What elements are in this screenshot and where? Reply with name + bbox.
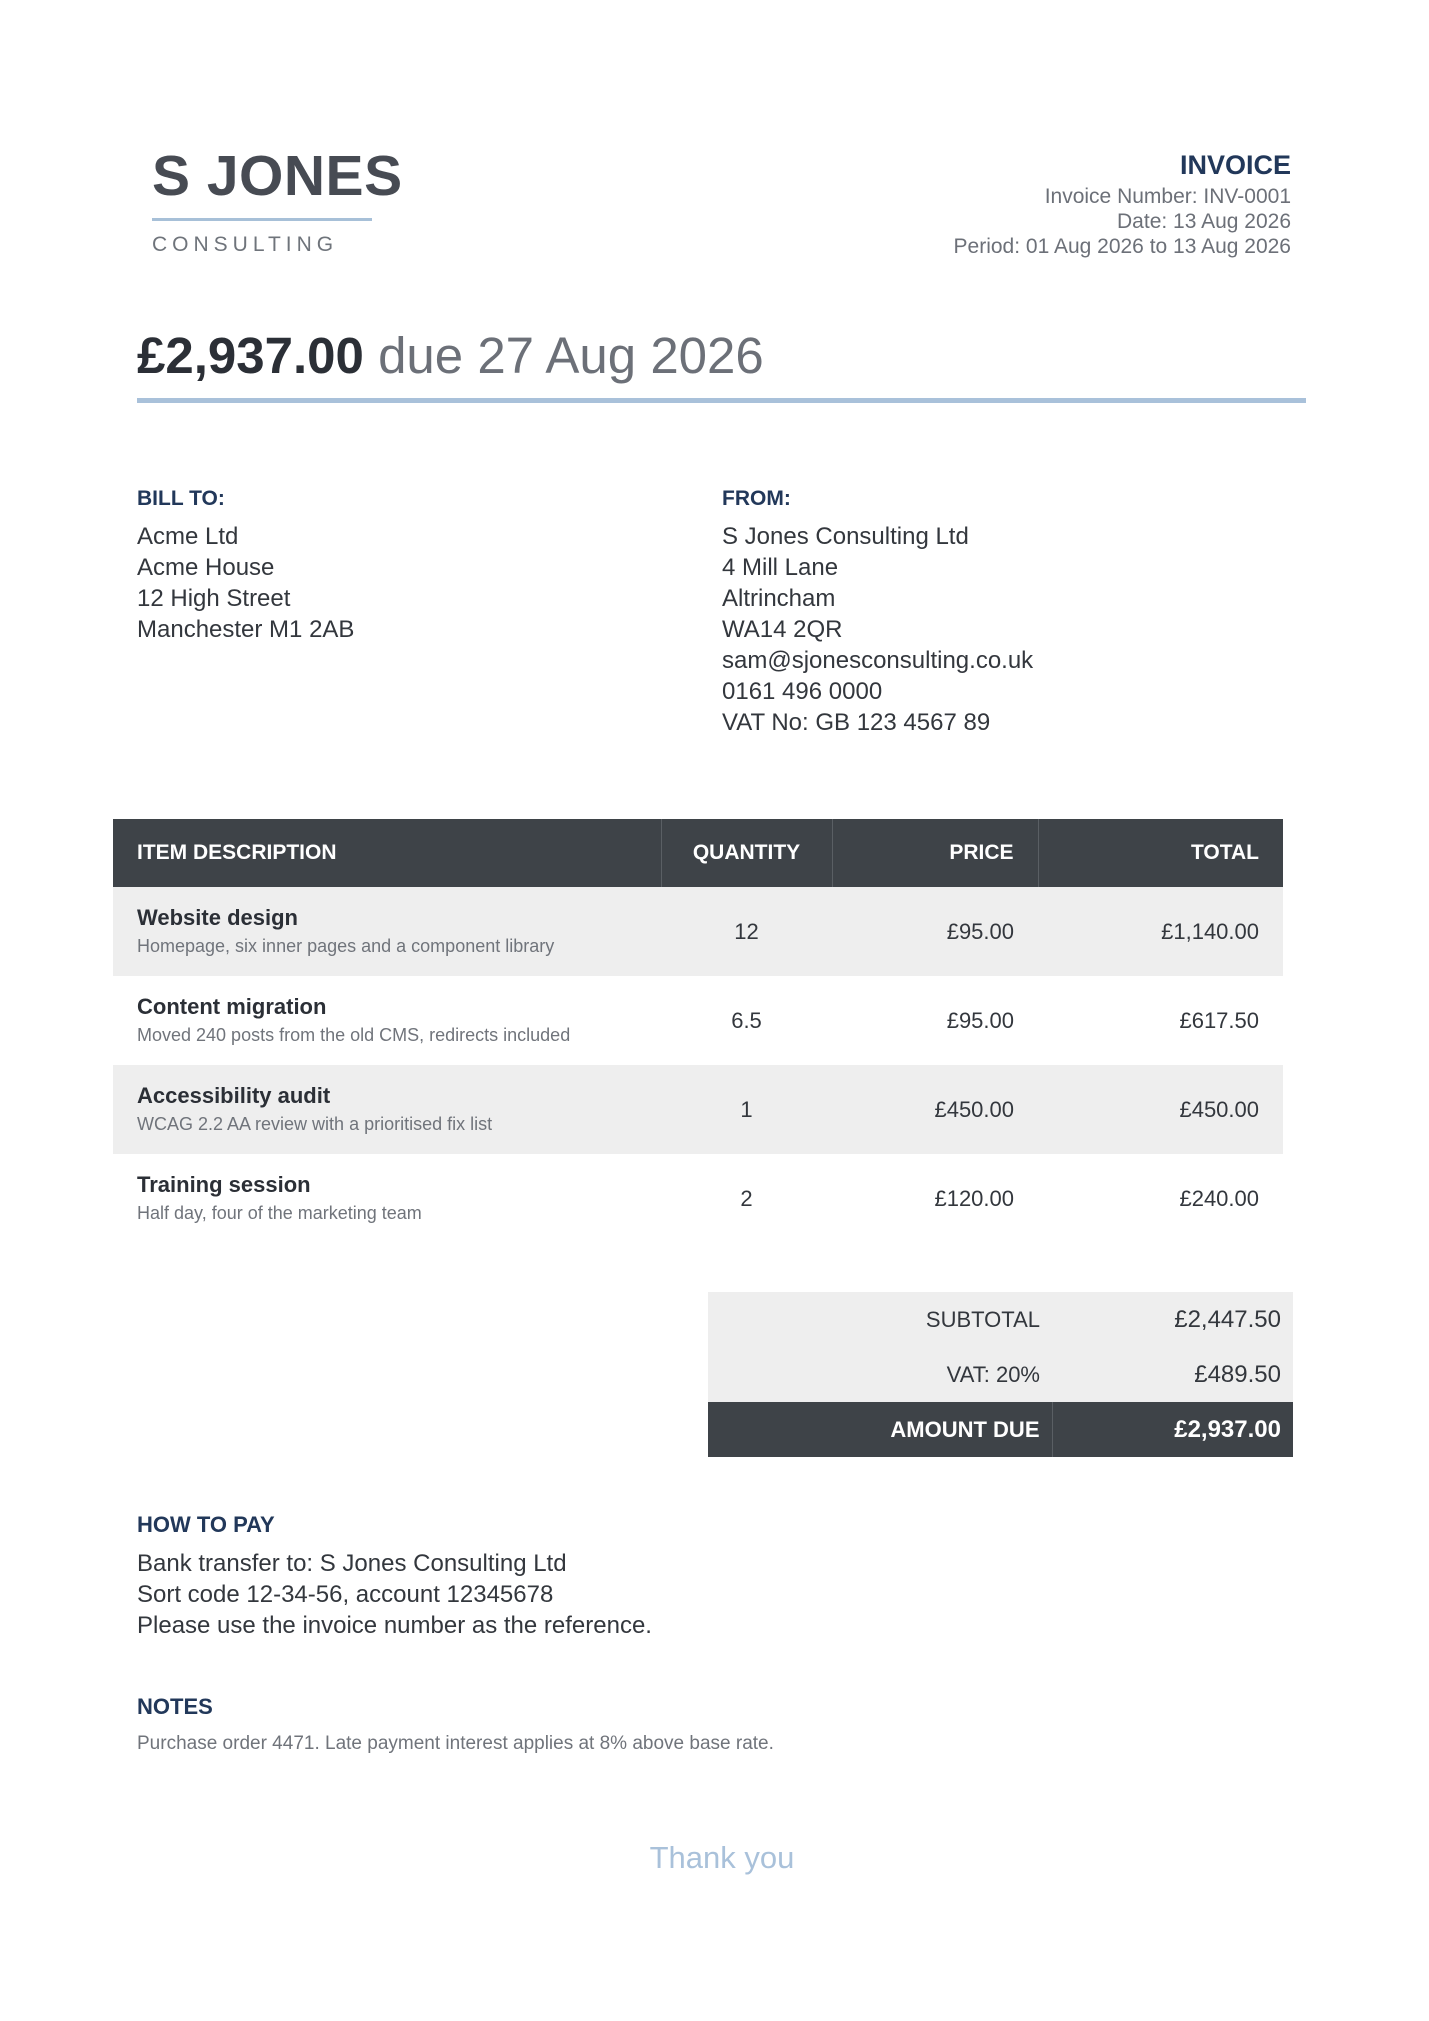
from-title: FROM: [722,487,791,510]
how-to-pay-title: HOW TO PAY [137,1512,275,1537]
payment-line: Sort code 12-34-56, account 12345678 [137,1581,554,1608]
notes-text: Purchase order 4471. Late payment interest applies at 8% above base rate. [137,1733,774,1754]
headline-divider [137,398,1306,403]
item-quantity: 1 [661,1065,832,1154]
thank-you-message: Thank you [649,1840,795,1875]
vat-row [708,1347,1293,1402]
column-header-price: PRICE [832,819,1038,887]
invoice-period: Period: 01 Aug 2026 to 13 Aug 2026 [953,235,1291,258]
invoice-title: INVOICE [1179,150,1291,180]
item-total: £240.00 [1179,1185,1259,1211]
bill-to-title: BILL TO: [137,487,225,510]
item-description-cell [113,976,661,1065]
items-table [113,819,1283,1243]
from-town: Altrincham [722,585,836,612]
from-street: 4 Mill Lane [722,554,839,581]
brand-logo-underline [152,218,372,221]
payment-line: Bank transfer to: S Jones Consulting Ltd [137,1550,567,1577]
item-name: Content migration [137,993,327,1019]
vat-label: VAT: 20% [708,1347,1052,1402]
item-total: £617.50 [1179,1007,1259,1033]
totals-table [708,1292,1293,1457]
table-row [113,976,1283,1065]
item-detail: Half day, four of the marketing team [137,1203,422,1223]
item-quantity: 12 [661,887,832,976]
items-table-header-row [113,819,1283,887]
brand-logo-name: S JONES [152,144,403,208]
from-postcode: WA14 2QR [722,616,843,643]
from-block [722,488,1242,738]
item-price: £120.00 [934,1185,1014,1211]
item-name: Website design [137,904,298,930]
bill-to-line: Acme Ltd [137,523,239,550]
subtotal-label: SUBTOTAL [708,1292,1052,1347]
amount-due-headline [137,327,764,384]
bill-to-line: Acme House [137,554,275,581]
item-total: £450.00 [1038,1065,1283,1154]
bill-to-line: 12 High Street [137,585,291,612]
column-header-description: ITEM DESCRIPTION [113,819,661,887]
table-row [113,1154,1283,1243]
table-row [113,887,1283,976]
invoice-date: Date: 13 Aug 2026 [1117,210,1291,233]
from-company: S Jones Consulting Ltd [722,523,969,550]
item-price: £95.00 [946,1007,1014,1033]
bill-to-line: Manchester M1 2AB [137,616,355,643]
item-detail: Homepage, six inner pages and a component library [137,936,555,956]
brand-logo-tagline: CONSULTING [152,233,339,256]
column-header-total: TOTAL [1038,819,1283,887]
headline-amount: £2,937.00 [137,327,364,384]
from-phone: 0161 496 0000 [722,678,883,705]
invoice-number: Invoice Number: INV-0001 [1044,185,1291,208]
notes-title: NOTES [137,1694,213,1719]
from-email-link[interactable]: sam@sjonesconsulting.co.uk [722,647,1034,674]
vat-value: £489.50 [1052,1347,1293,1402]
bill-to-block [137,488,657,645]
item-detail: WCAG 2.2 AA review with a prioritised fix list [137,1114,493,1134]
item-description-cell [113,1154,661,1243]
item-quantity: 2 [740,1185,753,1211]
item-detail: Moved 240 posts from the old CMS, redirects included [137,1025,571,1045]
amount-due-row [708,1402,1293,1457]
how-to-pay-block [137,1548,652,1641]
from-vat-number: VAT No: GB 123 4567 89 [722,709,991,736]
item-description-cell [113,1065,661,1154]
item-price: £450.00 [832,1065,1038,1154]
subtotal-value: £2,447.50 [1052,1292,1293,1347]
amount-due-label: AMOUNT DUE [708,1402,1052,1457]
item-total: £1,140.00 [1038,887,1283,976]
subtotal-row [708,1292,1293,1347]
amount-due-value: £2,937.00 [1052,1402,1293,1457]
item-price: £95.00 [832,887,1038,976]
item-quantity: 6.5 [731,1007,762,1033]
invoice-header [954,152,1291,259]
table-row [113,1065,1283,1154]
item-name: Training session [137,1171,311,1197]
item-name: Accessibility audit [137,1082,331,1108]
column-header-quantity: QUANTITY [661,819,832,887]
headline-due-date: due 27 Aug 2026 [378,327,764,384]
payment-line: Please use the invoice number as the reference. [137,1612,652,1639]
item-description-cell [113,887,661,976]
